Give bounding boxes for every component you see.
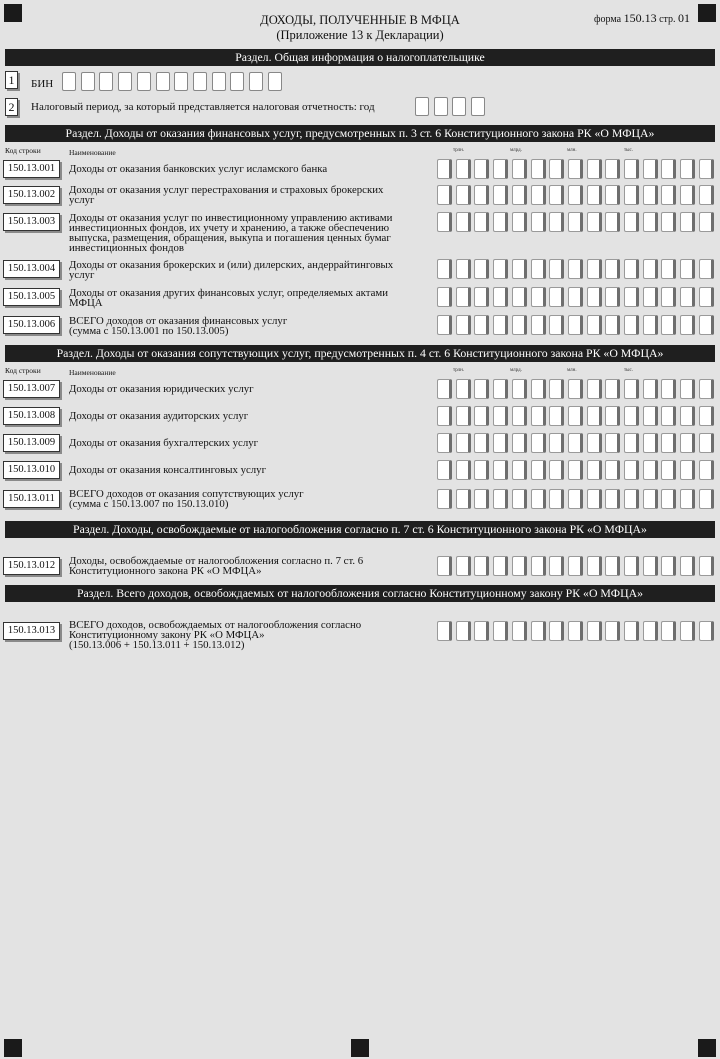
amount-digit-cell[interactable]	[531, 159, 546, 179]
amount-digit-cell[interactable]	[437, 460, 452, 480]
amount-digit-cell[interactable]	[531, 259, 546, 279]
amount-digit-cell[interactable]	[456, 212, 471, 232]
amount-digit-cell[interactable]	[549, 212, 564, 232]
amount-digit-cell[interactable]	[456, 406, 471, 426]
form-code: 150.13	[623, 11, 657, 25]
amount-digit-cell[interactable]	[474, 460, 489, 480]
amount-digit-cell[interactable]	[624, 433, 639, 453]
amount-digit-cell[interactable]	[456, 185, 471, 205]
amount-digit-cell[interactable]	[456, 556, 471, 576]
line-code: 150.13.006	[3, 316, 60, 334]
amount-digit-cell[interactable]	[605, 185, 620, 205]
amount-digit-cell[interactable]	[624, 259, 639, 279]
description-line: Доходы от оказания брокерских и (или) дилерских, андеррайтинговых	[69, 259, 394, 271]
line-description	[69, 489, 434, 509]
description-line: выпуска, размещения, обращения, выкупа и погашения ценных бумаг	[69, 232, 391, 244]
line-description	[69, 620, 434, 650]
amount-digit-cell[interactable]	[643, 433, 658, 453]
amount-digit-cell[interactable]	[568, 315, 583, 335]
amount-digit-cell[interactable]	[531, 287, 546, 307]
amount-digit-cell[interactable]	[624, 212, 639, 232]
amount-digit-cell[interactable]	[493, 460, 508, 480]
line-code: 150.13.007	[3, 380, 60, 398]
name-column-header: Наименование	[69, 148, 116, 157]
year-digit-cell[interactable]	[434, 97, 448, 116]
line-description	[69, 213, 434, 253]
amount-digit-cell[interactable]	[493, 406, 508, 426]
line-description	[69, 288, 434, 308]
amount-digit-cell[interactable]	[549, 259, 564, 279]
amount-digit-cell[interactable]	[437, 185, 452, 205]
amount-digit-cell[interactable]	[493, 212, 508, 232]
unit-label: трлн.	[453, 148, 465, 153]
amount-digit-cell[interactable]	[680, 556, 695, 576]
amount-digit-cell[interactable]	[605, 212, 620, 232]
description-line: Доходы от оказания бухгалтерских услуг	[69, 437, 259, 449]
section-heading: Раздел. Доходы, освобождаемые от налогообложения согласно п. 7 ст. 6 Конституционного закона РК «О МФЦА»	[5, 521, 715, 538]
amount-digit-cell[interactable]	[643, 621, 658, 641]
amount-digit-cell[interactable]	[549, 556, 564, 576]
amount-digit-cell[interactable]	[699, 185, 714, 205]
amount-digit-cell[interactable]	[699, 433, 714, 453]
amount-digit-cell[interactable]	[661, 185, 676, 205]
amount-digit-cell[interactable]	[474, 489, 489, 509]
description-line: Доходы от оказания юридических услуг	[69, 383, 254, 395]
amount-digit-cell[interactable]	[531, 406, 546, 426]
amount-digit-cell[interactable]	[605, 406, 620, 426]
line-code: 150.13.009	[3, 434, 60, 452]
amount-digit-cell[interactable]	[605, 621, 620, 641]
amount-digit-cell[interactable]	[661, 406, 676, 426]
unit-label: тыс.	[624, 368, 634, 373]
amount-digit-cell[interactable]	[456, 159, 471, 179]
amount-digit-cell[interactable]	[437, 379, 452, 399]
bin-label: БИН	[31, 78, 54, 90]
amount-digit-cell[interactable]	[568, 621, 583, 641]
amount-digit-cell[interactable]	[587, 212, 602, 232]
amount-digit-cell[interactable]	[680, 287, 695, 307]
amount-digit-cell[interactable]	[474, 621, 489, 641]
amount-digit-cell[interactable]	[680, 460, 695, 480]
amount-digit-cell[interactable]	[624, 621, 639, 641]
description-line: Доходы от оказания аудиторских услуг	[69, 410, 249, 422]
amount-digit-cell[interactable]	[512, 287, 527, 307]
unit-label: тыс.	[624, 148, 634, 153]
amount-digit-cell[interactable]	[437, 315, 452, 335]
amount-digit-cell[interactable]	[587, 287, 602, 307]
amount-digit-cell[interactable]	[699, 489, 714, 509]
line-code: 150.13.008	[3, 407, 60, 425]
amount-digit-cell[interactable]	[624, 379, 639, 399]
amount-digit-cell[interactable]	[699, 212, 714, 232]
unit-label: трлн.	[453, 368, 465, 373]
amount-digit-cell[interactable]	[549, 159, 564, 179]
registration-mark	[698, 1039, 716, 1057]
amount-digit-cell[interactable]	[549, 460, 564, 480]
section-heading-general: Раздел. Общая информация о налогоплательщике	[5, 49, 715, 66]
amount-digit-cell[interactable]	[437, 259, 452, 279]
line-description	[69, 465, 434, 475]
amount-digit-cell[interactable]	[456, 460, 471, 480]
amount-digit-cell[interactable]	[474, 159, 489, 179]
amount-digit-cell[interactable]	[680, 433, 695, 453]
amount-digit-cell[interactable]	[605, 315, 620, 335]
amount-digit-cell[interactable]	[456, 259, 471, 279]
amount-digit-cell[interactable]	[699, 556, 714, 576]
amount-digit-cell[interactable]	[512, 185, 527, 205]
amount-digit-cell[interactable]	[661, 379, 676, 399]
amount-digit-cell[interactable]	[568, 287, 583, 307]
line-description	[69, 164, 434, 174]
amount-digit-cell[interactable]	[474, 185, 489, 205]
amount-digit-cell[interactable]	[437, 287, 452, 307]
amount-digit-cell[interactable]	[643, 379, 658, 399]
amount-digit-cell[interactable]	[587, 315, 602, 335]
amount-digit-cell[interactable]	[456, 489, 471, 509]
amount-digit-cell[interactable]	[680, 159, 695, 179]
amount-digit-cell[interactable]	[661, 315, 676, 335]
description-line: Доходы от оказания услуг перестрахования и страховых брокерских	[69, 184, 384, 196]
amount-digit-cell[interactable]	[531, 489, 546, 509]
amount-digit-cell[interactable]	[661, 259, 676, 279]
amount-digit-cell[interactable]	[605, 287, 620, 307]
amount-digit-cell[interactable]	[643, 460, 658, 480]
amount-digit-cell[interactable]	[699, 406, 714, 426]
bin-digit-cell[interactable]	[193, 72, 207, 91]
description-line: Доходы, освобождаемые от налогообложения согласно п. 7 ст. 6	[69, 555, 364, 567]
line-code: 150.13.010	[3, 461, 60, 479]
amount-digit-cell[interactable]	[512, 379, 527, 399]
description-line: (сумма с 150.13.007 по 150.13.010)	[69, 498, 229, 510]
amount-digit-cell[interactable]	[605, 433, 620, 453]
amount-digit-cell[interactable]	[493, 315, 508, 335]
section-heading: Раздел. Доходы от оказания сопутствующих услуг, предусмотренных п. 4 ст. 6 Конституционного закона РК «О МФЦА»	[5, 345, 715, 362]
bin-digit-cell[interactable]	[268, 72, 282, 91]
amount-digit-cell[interactable]	[568, 489, 583, 509]
amount-digit-cell[interactable]	[661, 460, 676, 480]
section-heading: Раздел. Всего доходов, освобождаемых от налогообложения согласно Конституционному закону РК «О МФЦА»	[5, 585, 715, 602]
bin-digit-cell[interactable]	[99, 72, 113, 91]
registration-mark	[4, 1039, 22, 1057]
amount-digit-cell[interactable]	[493, 379, 508, 399]
amount-digit-cell[interactable]	[699, 287, 714, 307]
amount-digit-cell[interactable]	[437, 212, 452, 232]
line-code: 150.13.004	[3, 260, 60, 278]
description-line: ВСЕГО доходов, освобождаемых от налогообложения согласно	[69, 619, 362, 631]
amount-digit-cell[interactable]	[643, 287, 658, 307]
amount-digit-cell[interactable]	[699, 159, 714, 179]
amount-digit-cell[interactable]	[680, 185, 695, 205]
amount-digit-cell[interactable]	[512, 556, 527, 576]
description-line: Доходы от оказания банковских услуг исламского банка	[69, 163, 328, 175]
line-code: 150.13.013	[3, 622, 60, 640]
bin-digit-cell[interactable]	[118, 72, 132, 91]
amount-digit-cell[interactable]	[661, 159, 676, 179]
amount-digit-cell[interactable]	[587, 185, 602, 205]
amount-digit-cell[interactable]	[624, 460, 639, 480]
bin-digit-cell[interactable]	[137, 72, 151, 91]
amount-digit-cell[interactable]	[680, 489, 695, 509]
description-line: Доходы от оказания других финансовых услуг, определяемых актами	[69, 287, 389, 299]
name-column-header: Наименование	[69, 368, 116, 377]
code-column-header: Код строки	[5, 146, 41, 155]
amount-digit-cell[interactable]	[568, 185, 583, 205]
amount-digit-cell[interactable]	[587, 159, 602, 179]
form-title: ДОХОДЫ, ПОЛУЧЕННЫЕ В МФЦА	[260, 13, 460, 27]
form-number	[594, 11, 690, 26]
amount-digit-cell[interactable]	[587, 621, 602, 641]
line-description	[69, 556, 434, 576]
amount-digit-cell[interactable]	[643, 556, 658, 576]
amount-digit-cell[interactable]	[456, 433, 471, 453]
bin-digit-cell[interactable]	[212, 72, 226, 91]
description-line: Доходы от оказания консалтинговых услуг	[69, 464, 267, 476]
amount-digit-cell[interactable]	[587, 406, 602, 426]
amount-digit-cell[interactable]	[587, 259, 602, 279]
amount-digit-cell[interactable]	[456, 287, 471, 307]
amount-digit-cell[interactable]	[624, 489, 639, 509]
amount-digit-cell[interactable]	[699, 315, 714, 335]
bin-digit-cell[interactable]	[249, 72, 263, 91]
amount-digit-cell[interactable]	[512, 489, 527, 509]
description-line: Конституционному закону РК «О МФЦА»	[69, 629, 265, 641]
bin-digit-cell[interactable]	[81, 72, 95, 91]
amount-digit-cell[interactable]	[437, 556, 452, 576]
bin-digit-cell[interactable]	[230, 72, 244, 91]
amount-digit-cell[interactable]	[680, 621, 695, 641]
amount-digit-cell[interactable]	[531, 433, 546, 453]
amount-digit-cell[interactable]	[568, 433, 583, 453]
unit-label: млрд.	[510, 148, 522, 153]
amount-digit-cell[interactable]	[661, 287, 676, 307]
amount-digit-cell[interactable]	[493, 556, 508, 576]
amount-digit-cell[interactable]	[568, 556, 583, 576]
amount-digit-cell[interactable]	[624, 556, 639, 576]
amount-digit-cell[interactable]	[605, 259, 620, 279]
amount-digit-cell[interactable]	[493, 159, 508, 179]
description-line: (150.13.006 + 150.13.011 + 150.13.012)	[69, 639, 245, 651]
amount-digit-cell[interactable]	[512, 259, 527, 279]
amount-digit-cell[interactable]	[474, 287, 489, 307]
amount-digit-cell[interactable]	[531, 185, 546, 205]
amount-digit-cell[interactable]	[531, 460, 546, 480]
description-line: инвестиционных фондов, их учету и хранению, а также обеспечению	[69, 222, 390, 234]
amount-digit-cell[interactable]	[699, 379, 714, 399]
line-code: 150.13.005	[3, 288, 60, 306]
amount-digit-cell[interactable]	[493, 259, 508, 279]
field-number-1: 1	[5, 71, 18, 89]
amount-digit-cell[interactable]	[531, 556, 546, 576]
amount-digit-cell[interactable]	[493, 489, 508, 509]
amount-digit-cell[interactable]	[531, 379, 546, 399]
description-line: Конституционного закона РК «О МФЦА»	[69, 565, 262, 577]
unit-label: млн.	[567, 368, 577, 373]
amount-digit-cell[interactable]	[549, 379, 564, 399]
description-line: МФЦА	[69, 297, 103, 309]
amount-digit-cell[interactable]	[437, 621, 452, 641]
line-code: 150.13.012	[3, 557, 60, 575]
amount-digit-cell[interactable]	[549, 621, 564, 641]
year-digit-cell[interactable]	[415, 97, 429, 116]
amount-digit-cell[interactable]	[549, 315, 564, 335]
line-code: 150.13.002	[3, 186, 60, 204]
year-digit-cell[interactable]	[452, 97, 466, 116]
amount-digit-cell[interactable]	[605, 556, 620, 576]
amount-digit-cell[interactable]	[474, 212, 489, 232]
unit-label: млн.	[567, 148, 577, 153]
page-number: 01	[678, 11, 690, 25]
registration-mark	[351, 1039, 369, 1057]
amount-digit-cell[interactable]	[474, 259, 489, 279]
amount-digit-cell[interactable]	[624, 185, 639, 205]
amount-digit-cell[interactable]	[512, 460, 527, 480]
field-number-2: 2	[5, 98, 18, 116]
period-label: Налоговый период, за который представляется налоговая отчетность: год	[31, 101, 375, 113]
amount-digit-cell[interactable]	[549, 185, 564, 205]
amount-digit-cell[interactable]	[680, 315, 695, 335]
description-line: услуг	[69, 269, 95, 281]
amount-digit-cell[interactable]	[512, 433, 527, 453]
amount-digit-cell[interactable]	[549, 489, 564, 509]
amount-digit-cell[interactable]	[587, 489, 602, 509]
amount-digit-cell[interactable]	[474, 433, 489, 453]
description-line: (сумма с 150.13.001 по 150.13.005)	[69, 325, 229, 337]
line-code: 150.13.001	[3, 160, 60, 178]
amount-digit-cell[interactable]	[643, 406, 658, 426]
amount-digit-cell[interactable]	[437, 489, 452, 509]
amount-digit-cell[interactable]	[680, 379, 695, 399]
description-line: Доходы от оказания услуг по инвестиционному управлению активами	[69, 212, 393, 224]
code-column-header: Код строки	[5, 366, 41, 375]
amount-digit-cell[interactable]	[474, 379, 489, 399]
unit-label: млрд.	[510, 368, 522, 373]
amount-digit-cell[interactable]	[437, 406, 452, 426]
amount-digit-cell[interactable]	[587, 433, 602, 453]
amount-digit-cell[interactable]	[605, 489, 620, 509]
bin-digit-cell[interactable]	[174, 72, 188, 91]
description-line: инвестиционных фондов	[69, 242, 184, 254]
amount-digit-cell[interactable]	[643, 185, 658, 205]
amount-digit-cell[interactable]	[456, 621, 471, 641]
amount-digit-cell[interactable]	[456, 379, 471, 399]
amount-digit-cell[interactable]	[624, 406, 639, 426]
amount-digit-cell[interactable]	[661, 489, 676, 509]
amount-digit-cell[interactable]	[699, 621, 714, 641]
amount-digit-cell[interactable]	[568, 159, 583, 179]
amount-digit-cell[interactable]	[661, 621, 676, 641]
amount-digit-cell[interactable]	[587, 379, 602, 399]
amount-digit-cell[interactable]	[437, 159, 452, 179]
form-subtitle: (Приложение 13 к Декларации)	[276, 28, 444, 42]
amount-digit-cell[interactable]	[680, 406, 695, 426]
amount-digit-cell[interactable]	[661, 212, 676, 232]
line-description	[69, 438, 434, 448]
description-line: услуг	[69, 194, 95, 206]
amount-digit-cell[interactable]	[643, 489, 658, 509]
amount-digit-cell[interactable]	[699, 460, 714, 480]
line-description	[69, 185, 434, 205]
amount-digit-cell[interactable]	[512, 159, 527, 179]
amount-digit-cell[interactable]	[605, 460, 620, 480]
amount-digit-cell[interactable]	[549, 406, 564, 426]
line-code: 150.13.011	[3, 490, 60, 508]
description-line: ВСЕГО доходов от оказания финансовых услуг	[69, 315, 288, 327]
amount-digit-cell[interactable]	[624, 315, 639, 335]
amount-digit-cell[interactable]	[493, 185, 508, 205]
line-description	[69, 384, 434, 394]
amount-digit-cell[interactable]	[661, 433, 676, 453]
line-code: 150.13.003	[3, 213, 60, 231]
amount-digit-cell[interactable]	[568, 460, 583, 480]
bin-digit-cell[interactable]	[156, 72, 170, 91]
amount-digit-cell[interactable]	[624, 159, 639, 179]
amount-digit-cell[interactable]	[493, 621, 508, 641]
amount-digit-cell[interactable]	[568, 212, 583, 232]
amount-digit-cell[interactable]	[587, 460, 602, 480]
amount-digit-cell[interactable]	[531, 621, 546, 641]
amount-digit-cell[interactable]	[531, 212, 546, 232]
amount-digit-cell[interactable]	[493, 433, 508, 453]
amount-digit-cell[interactable]	[643, 159, 658, 179]
amount-digit-cell[interactable]	[549, 433, 564, 453]
amount-digit-cell[interactable]	[474, 315, 489, 335]
amount-digit-cell[interactable]	[474, 406, 489, 426]
amount-digit-cell[interactable]	[531, 315, 546, 335]
amount-digit-cell[interactable]	[568, 406, 583, 426]
description-line: ВСЕГО доходов от оказания сопутствующих услуг	[69, 488, 304, 500]
amount-digit-cell[interactable]	[474, 556, 489, 576]
amount-digit-cell[interactable]	[512, 406, 527, 426]
amount-digit-cell[interactable]	[643, 212, 658, 232]
line-description	[69, 411, 434, 421]
amount-digit-cell[interactable]	[549, 287, 564, 307]
amount-digit-cell[interactable]	[605, 159, 620, 179]
amount-digit-cell[interactable]	[568, 379, 583, 399]
amount-digit-cell[interactable]	[643, 259, 658, 279]
amount-digit-cell[interactable]	[643, 315, 658, 335]
amount-digit-cell[interactable]	[437, 433, 452, 453]
line-description	[69, 260, 434, 280]
amount-digit-cell[interactable]	[624, 287, 639, 307]
page-word: стр.	[659, 14, 676, 25]
amount-digit-cell[interactable]	[661, 556, 676, 576]
bin-digit-cell[interactable]	[62, 72, 76, 91]
line-description	[69, 316, 434, 336]
section-heading: Раздел. Доходы от оказания финансовых услуг, предусмотренных п. 3 ст. 6 Конституционного закона РК «О МФЦА»	[5, 125, 715, 142]
amount-digit-cell[interactable]	[587, 556, 602, 576]
amount-digit-cell[interactable]	[680, 212, 695, 232]
amount-digit-cell[interactable]	[699, 259, 714, 279]
year-digit-cell[interactable]	[471, 97, 485, 116]
amount-digit-cell[interactable]	[512, 212, 527, 232]
amount-digit-cell[interactable]	[512, 315, 527, 335]
form-word: форма	[594, 14, 622, 25]
amount-digit-cell[interactable]	[512, 621, 527, 641]
amount-digit-cell[interactable]	[568, 259, 583, 279]
amount-digit-cell[interactable]	[493, 287, 508, 307]
amount-digit-cell[interactable]	[680, 259, 695, 279]
amount-digit-cell[interactable]	[456, 315, 471, 335]
amount-digit-cell[interactable]	[605, 379, 620, 399]
